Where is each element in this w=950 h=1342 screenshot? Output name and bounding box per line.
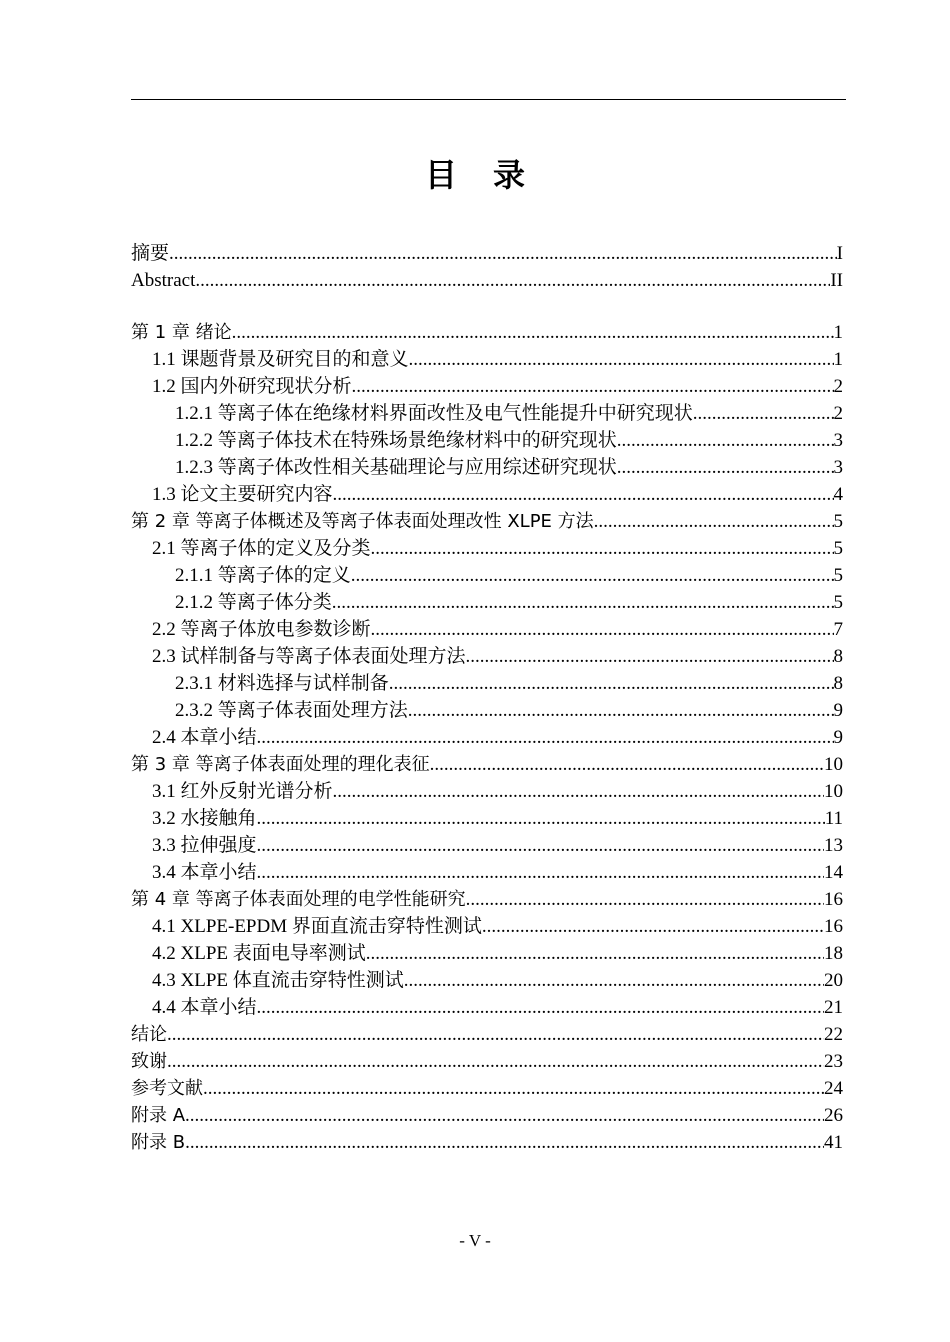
toc-entry-page: 5 [833,538,843,559]
toc-leader-dots [594,508,834,535]
toc-entry-page: 10 [824,754,843,775]
toc-entry-page: 16 [824,889,843,910]
page-title [0,150,950,200]
toc-entry-page: 9 [833,700,843,721]
toc-entry[interactable] [131,751,843,778]
toc-leader-dots [617,427,834,454]
toc-leader-dots [257,859,824,886]
toc-entry-label: 结论 [131,1024,167,1045]
toc-entry-page: 4 [833,484,843,505]
toc-entry-label: 1.3 论文主要研究内容 [152,484,333,505]
toc-entry-page: 1 [833,322,843,343]
toc-entry-page: 10 [824,781,843,802]
toc-entry[interactable] [131,267,843,294]
toc-entry-label: 4.1 XLPE-EPDM 界面直流击穿特性测试 [152,916,482,937]
title-char-1: 目 [424,156,457,194]
toc-entry-label: 3.2 水接触角 [152,808,257,829]
toc-entry[interactable] [131,535,843,562]
toc-entry-page: 11 [824,808,843,829]
toc-entry-page: 5 [833,511,843,532]
toc-entry-page: 22 [824,1024,843,1045]
toc-entry-page: 21 [824,997,843,1018]
toc-entry-page: 8 [833,673,843,694]
toc-entry[interactable] [131,508,843,535]
toc-leader-dots [333,481,834,508]
toc-entry-label: 4.2 XLPE 表面电导率测试 [152,943,366,964]
toc-leader-dots [408,697,834,724]
toc-entry-page: 16 [824,916,843,937]
toc-entry[interactable] [131,346,843,373]
toc-entry-label: 1.1 课题背景及研究目的和意义 [152,349,409,370]
toc-entry-label: 3.4 本章小结 [152,862,257,883]
toc-entry-page: 7 [833,619,843,640]
table-of-contents [131,240,843,1156]
toc-entry[interactable] [131,724,843,751]
header-rule [131,99,846,100]
toc-entry-label: 参考文献 [131,1078,203,1099]
toc-entry[interactable] [131,373,843,400]
toc-entry[interactable] [131,481,843,508]
toc-leader-dots [389,670,834,697]
toc-entry-label: 4.4 本章小结 [152,997,257,1018]
toc-entry[interactable] [131,778,843,805]
toc-entry[interactable] [131,832,843,859]
toc-entry-label: 附录 A [131,1105,186,1126]
toc-entry[interactable] [131,967,843,994]
toc-entry-label: 2.3.1 材料选择与试样制备 [175,673,389,694]
toc-entry-label: 2.3 试样制备与等离子体表面处理方法 [152,646,466,667]
title-char-2: 录 [493,156,526,194]
toc-entry-page: 2 [833,403,843,424]
toc-leader-dots [257,805,825,832]
toc-entry[interactable] [131,670,843,697]
toc-entry[interactable] [131,940,843,967]
toc-entry-page: II [830,270,843,291]
toc-leader-dots [169,240,837,267]
toc-entry[interactable] [131,427,843,454]
toc-entry-label: 2.4 本章小结 [152,727,257,748]
toc-entry-page: 5 [833,592,843,613]
toc-entry-page: 18 [824,943,843,964]
toc-leader-dots [167,1021,824,1048]
toc-entry-label: 第 4 章 等离子体表面处理的电学性能研究 [131,889,466,910]
toc-leader-dots [185,1102,824,1129]
toc-entry[interactable] [131,886,843,913]
toc-entry-page: 8 [833,646,843,667]
toc-leader-dots [167,1048,824,1075]
toc-entry-page: 41 [824,1132,843,1153]
toc-leader-dots [366,940,824,967]
toc-entry[interactable] [131,1075,843,1102]
toc-entry[interactable] [131,240,843,267]
toc-entry[interactable] [131,400,843,427]
toc-entry-label: 1.2.1 等离子体在绝缘材料界面改性及电气性能提升中研究现状 [175,403,693,424]
toc-leader-dots [332,589,834,616]
toc-leader-dots [371,616,834,643]
toc-leader-dots [617,454,834,481]
toc-entry-label: 2.1 等离子体的定义及分类 [152,538,371,559]
toc-leader-dots [693,400,834,427]
toc-entry-label: 2.1.1 等离子体的定义 [175,565,351,586]
toc-entry-label: 3.3 拉伸强度 [152,835,257,856]
toc-entry[interactable] [131,454,843,481]
toc-leader-dots [466,643,834,670]
toc-entry-page: 5 [833,565,843,586]
toc-entry[interactable] [131,913,843,940]
toc-entry[interactable] [131,859,843,886]
toc-entry-label: 1.2.2 等离子体技术在特殊场景绝缘材料中的研究现状 [175,430,617,451]
toc-entry[interactable] [131,643,843,670]
toc-leader-dots [430,751,824,778]
toc-leader-dots [351,562,834,589]
page-number: - V - [459,1231,491,1250]
toc-leader-dots [232,319,834,346]
toc-leader-dots [257,724,834,751]
toc-entry[interactable] [131,1021,843,1048]
toc-entry-label: 第 2 章 等离子体概述及等离子体表面处理改性 XLPE 方法 [131,511,594,532]
toc-entry-page: 1 [833,349,843,370]
toc-entry[interactable] [131,994,843,1021]
toc-entry-label: 1.2.3 等离子体改性相关基础理论与应用综述研究现状 [175,457,617,478]
toc-leader-dots [352,373,834,400]
toc-entry-label: 2.1.2 等离子体分类 [175,592,332,613]
toc-entry-label: 摘要 [131,243,170,264]
toc-entry[interactable] [131,805,843,832]
toc-entry-page: 14 [824,862,843,883]
toc-entry-page: 3 [833,430,843,451]
toc-entry-page: 20 [824,970,843,991]
toc-entry[interactable] [131,697,843,724]
toc-entry-page: 9 [833,727,843,748]
toc-leader-dots [371,535,834,562]
toc-entry-label: Abstract [131,270,196,291]
toc-leader-dots [404,967,824,994]
toc-entry[interactable] [131,562,843,589]
toc-entry[interactable] [131,319,843,346]
toc-entry-page: 3 [833,457,843,478]
toc-entry[interactable] [131,589,843,616]
toc-entry-page: 13 [824,835,843,856]
toc-leader-dots [203,1075,824,1102]
toc-entry-label: 2.3.2 等离子体表面处理方法 [175,700,408,721]
toc-entry-label: 附录 B [131,1132,186,1153]
toc-leader-dots [409,346,834,373]
toc-entry-page: 26 [824,1105,843,1126]
toc-entry[interactable] [131,1102,843,1129]
toc-leader-dots [333,778,824,805]
toc-leader-dots [482,913,824,940]
toc-leader-dots [195,267,830,294]
toc-entry[interactable] [131,1129,843,1156]
toc-entry-label: 第 3 章 等离子体表面处理的理化表征 [131,754,430,775]
toc-entry-label: 1.2 国内外研究现状分析 [152,376,352,397]
toc-leader-dots [257,832,824,859]
toc-entry[interactable] [131,616,843,643]
toc-entry-label: 4.3 XLPE 体直流击穿特性测试 [152,970,404,991]
toc-entry-label: 致谢 [131,1051,167,1072]
toc-entry[interactable] [131,1048,843,1075]
toc-entry-label: 3.1 红外反射光谱分析 [152,781,333,802]
toc-entry-page: 23 [824,1051,843,1072]
toc-entry-label: 第 1 章 绪论 [131,322,232,343]
toc-entry-page: 24 [824,1078,843,1099]
toc-leader-dots [185,1129,824,1156]
toc-leader-dots [466,886,824,913]
toc-entry-page: I [836,243,843,264]
toc-entry-page: 2 [833,376,843,397]
toc-entry-label: 2.2 等离子体放电参数诊断 [152,619,371,640]
toc-leader-dots [257,994,824,1021]
